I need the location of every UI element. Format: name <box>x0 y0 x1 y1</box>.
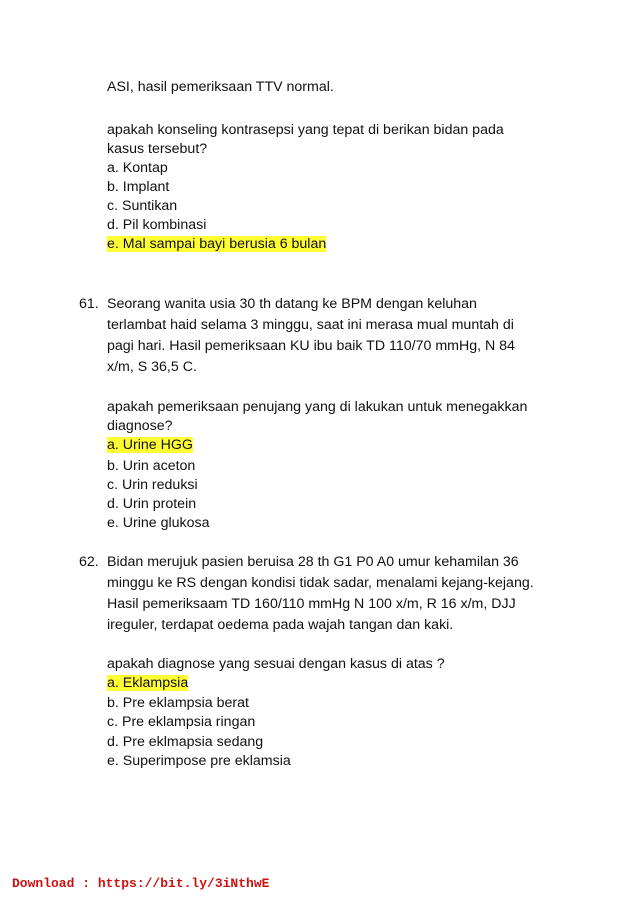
question-61-line-1: Seorang wanita usia 30 th datang ke BPM dengan keluhan <box>107 296 477 312</box>
question-61-option-e: e. Urine glukosa <box>107 515 210 531</box>
prev-option-c: c. Suntikan <box>107 198 178 214</box>
question-62-line-1: Bidan merujuk pasien beruisa 28 th G1 P0 A0 umur kehamilan 36 <box>107 554 519 570</box>
answer-highlight: e. Mal sampai bayi berusia 6 bulan <box>107 236 327 252</box>
prev-option-d: d. Pil kombinasi <box>107 217 207 233</box>
question-61-prompt-line-2: diagnose? <box>107 418 173 434</box>
question-61-prompt-line-1: apakah pemeriksaan penujang yang di lakukan untuk menegakkan <box>107 399 528 415</box>
question-61-line-2: terlambat haid selama 3 minggu, saat ini merasa mual muntah di <box>107 317 514 333</box>
answer-highlight: a. Eklampsia <box>107 675 189 691</box>
question-62-line-3: Hasil pemeriksaam TD 160/110 mmHg N 100 x/m, R 16 x/m, DJJ <box>107 596 516 612</box>
question-62-line-2: minggu ke RS dengan kondisi tidak sadar, menalami kejang-kejang. <box>107 575 534 591</box>
question-62-option-c: c. Pre eklampsia ringan <box>107 714 256 730</box>
question-61-number: 61. <box>79 296 99 312</box>
question-62-line-4: ireguler, terdapat oedema pada wajah tangan dan kaki. <box>107 617 454 633</box>
question-61-option-b: b. Urin aceton <box>107 458 196 474</box>
prev-question-line-1: apakah konseling kontrasepsi yang tepat di berikan bidan pada <box>107 122 504 138</box>
prev-context-line: ASI, hasil pemeriksaan TTV normal. <box>107 79 334 95</box>
answer-highlight: a. Urine HGG <box>107 437 193 453</box>
question-61-option-a-answer <box>107 436 193 455</box>
prev-option-a: a. Kontap <box>107 160 168 176</box>
question-61-line-3: pagi hari. Hasil pemeriksaan KU ibu baik TD 110/70 mmHg, N 84 <box>107 338 515 354</box>
question-62-option-e: e. Superimpose pre eklamsia <box>107 753 291 769</box>
download-link-footer[interactable]: Download : https://bit.ly/3iNthwE <box>12 876 270 891</box>
question-62-number: 62. <box>79 554 99 570</box>
question-61-line-4: x/m, S 36,5 C. <box>107 359 197 375</box>
question-62-option-d: d. Pre eklmapsia sedang <box>107 734 264 750</box>
prev-option-b: b. Implant <box>107 179 170 195</box>
question-62-option-a-answer <box>107 674 188 693</box>
prev-question-line-2: kasus tersebut? <box>107 141 208 157</box>
question-61-option-c: c. Urin reduksi <box>107 477 198 493</box>
question-61-option-d: d. Urin protein <box>107 496 197 512</box>
prev-option-e-answer <box>107 235 326 254</box>
question-62-prompt: apakah diagnose yang sesuai dengan kasus di atas ? <box>107 656 445 672</box>
question-62-option-b: b. Pre eklampsia berat <box>107 695 249 711</box>
